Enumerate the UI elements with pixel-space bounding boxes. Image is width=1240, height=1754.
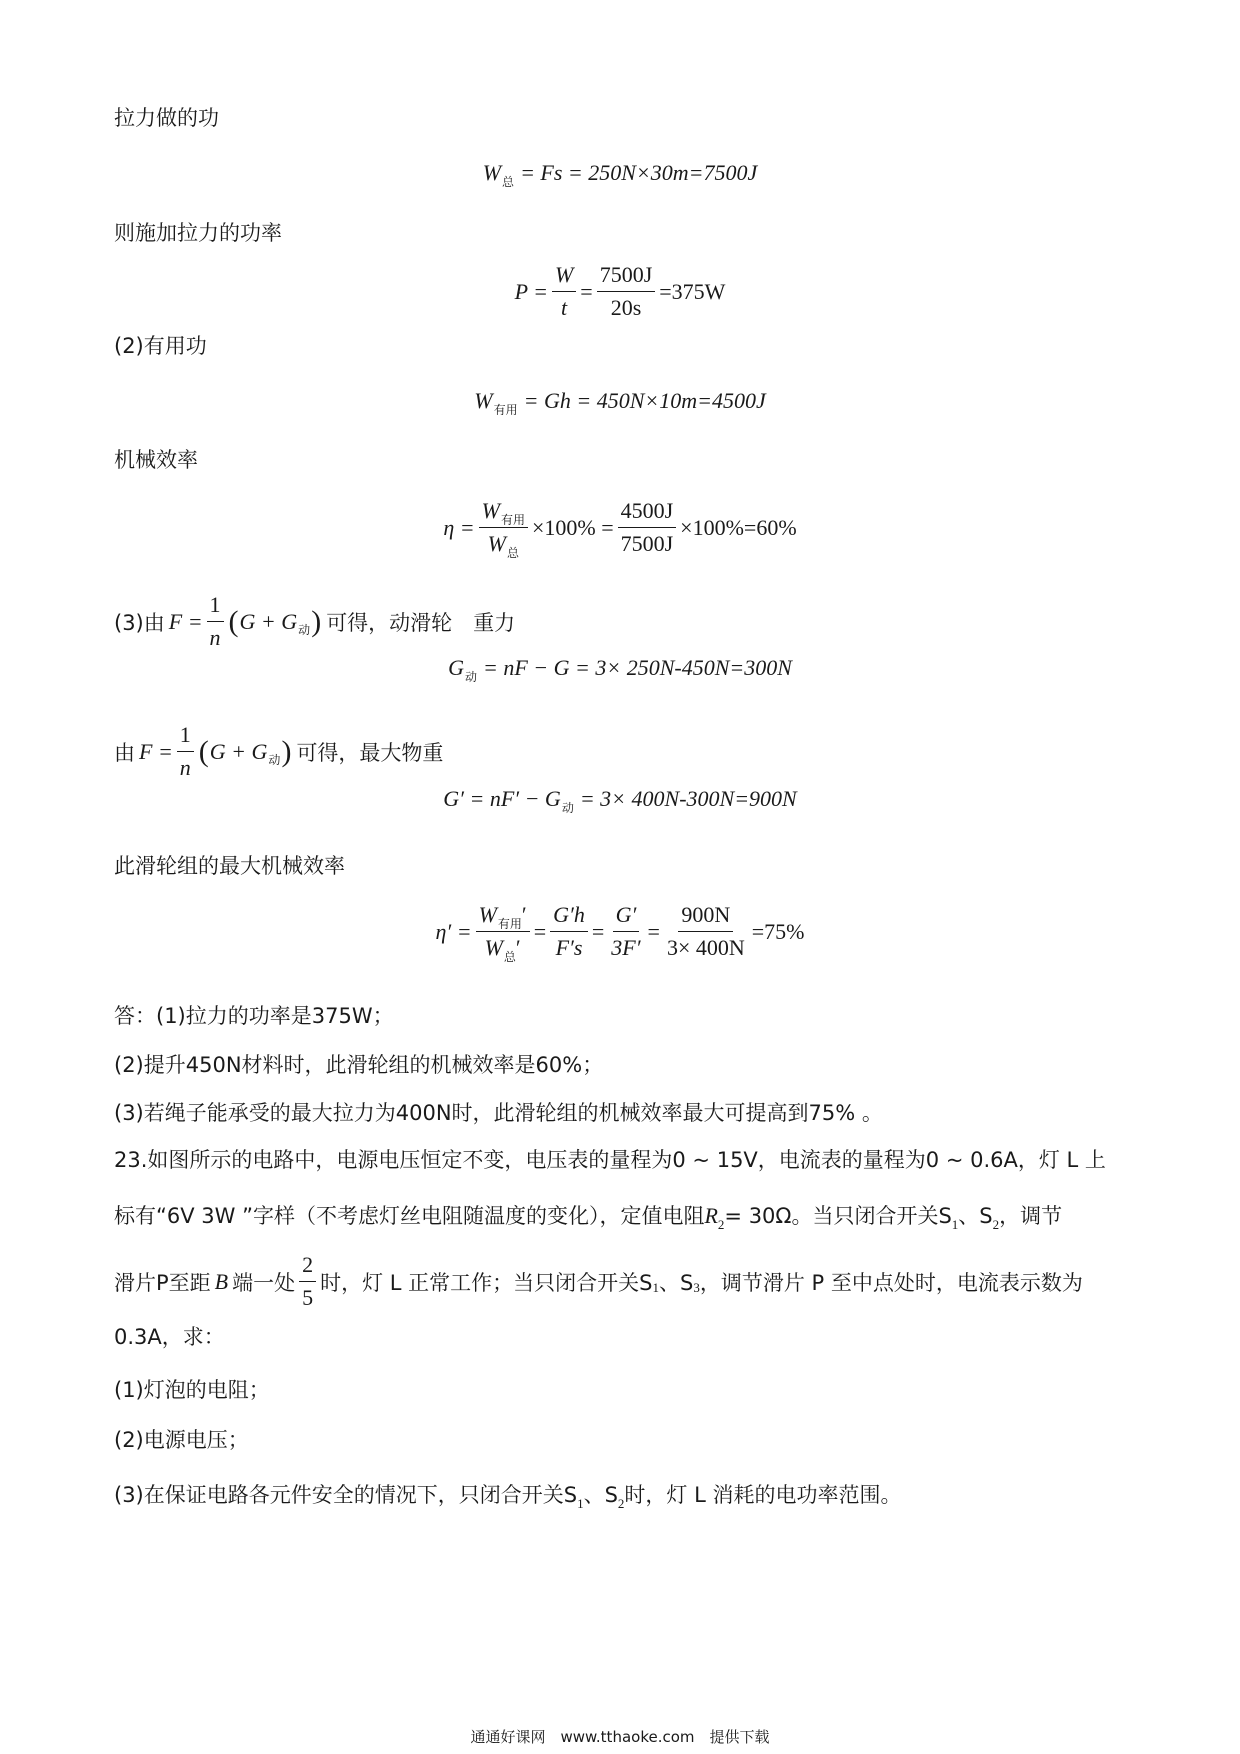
text-fragment: 标有“6V 3W ”字样（不考虑灯丝电阻随温度的变化），定值电阻: [114, 1204, 705, 1228]
text-line: 此滑轮组的最大机械效率: [114, 854, 345, 878]
eq-text: = Fs = 250N×30m=7500J: [520, 160, 758, 185]
eq-symbol: G: [448, 655, 464, 680]
eq-subscript: 有用: [500, 513, 525, 527]
frac-denominator: 3F′: [611, 935, 641, 960]
eq-symbol: η =: [443, 514, 475, 540]
eq-result: ×100%=60%: [680, 514, 797, 540]
frac-numerator: 900N: [678, 902, 733, 932]
problem-line: [114, 1203, 1063, 1232]
answer-line: 答：(1)拉力的功率是375W；: [114, 1004, 394, 1028]
problem-line: 0.3A，求：: [114, 1325, 225, 1349]
answer-line: (3)若绳子能承受的最大拉力为400N时，此滑轮组的机械效率最大可提高到75% 。: [114, 1101, 883, 1125]
text-fragment: 时，灯 L 正常工作；当只闭合开关S: [320, 1270, 653, 1295]
eq-symbol: W: [482, 160, 502, 185]
text-line-with-formula: 由 F = $\frac{1}{n}$ ( G + G 动 ) 可得，最大物重: [114, 722, 444, 780]
frac-denominator: F′s: [555, 935, 583, 960]
problem-line: 23.如图所示的电路中，电源电压恒定不变，电压表的量程为0 ~ 15V，电流表的量程为0 ~ 0.6A，灯 L 上: [114, 1148, 1106, 1172]
frac-numerator: 2: [299, 1252, 316, 1282]
frac-numerator: 7500J: [597, 262, 656, 292]
text-fragment: 、S: [583, 1483, 618, 1507]
eq-result: =75%: [751, 918, 805, 944]
eq-prime: ′: [515, 935, 521, 960]
equation-efficiency: [0, 498, 1240, 560]
answer-line: (2)提升450N材料时，此滑轮组的机械效率是60%；: [114, 1053, 604, 1077]
text-fragment: = 30Ω。当只闭合开关S: [724, 1204, 952, 1228]
eq-symbol: R: [704, 1203, 718, 1228]
eq-subscript: 3: [693, 1279, 700, 1295]
question-line: (2)电源电压；: [114, 1428, 249, 1452]
frac-numerator: G′: [613, 902, 640, 932]
eq-text: ×100% =: [531, 514, 614, 540]
eq-text: G + G: [239, 608, 298, 634]
text-fragment: 端一处: [232, 1270, 296, 1295]
question-line: [114, 1483, 902, 1511]
eq-subscript: 1: [652, 1279, 660, 1295]
eq-subscript: 2: [617, 1496, 625, 1511]
text-line: 拉力做的功: [114, 106, 219, 130]
frac-numerator: W: [552, 262, 576, 292]
eq-symbol: W: [487, 531, 506, 556]
eq-symbol: F =: [139, 738, 173, 764]
frac-denominator: 20s: [610, 295, 642, 320]
text-fragment: 可得，动滑轮 重力: [326, 610, 516, 635]
text-fragment: 由: [114, 740, 135, 765]
text-fragment: 可得，最大物重: [296, 740, 444, 765]
eq-subscript: 动: [561, 800, 574, 815]
equation-pulley-weight: [0, 655, 1240, 684]
frac-numerator: G′h: [550, 902, 588, 932]
frac-numerator: 1: [207, 592, 224, 622]
frac-denominator: t: [561, 295, 568, 320]
question-line: (1)灯泡的电阻；: [114, 1378, 270, 1402]
frac-denominator: 7500J: [620, 531, 674, 556]
eq-subscript: 总: [503, 950, 516, 964]
text-fragment: (3)在保证电路各元件安全的情况下，只闭合开关S: [114, 1483, 578, 1507]
eq-symbol: η′ =: [435, 918, 472, 944]
equation-work-total: [0, 160, 1240, 189]
equation-max-weight: [0, 786, 1240, 815]
frac-denominator: 5: [302, 1285, 314, 1310]
eq-symbol: P =: [514, 278, 548, 304]
text-fragment: 时，灯 L 消耗的电功率范围。: [624, 1483, 902, 1507]
text-line-with-formula: (3)由 F = $\frac{1}{n}$ ( G + G 动 ) 可得，动滑轮 重力: [114, 592, 516, 650]
eq-symbol: F =: [168, 608, 203, 634]
text-line: (2)有用功: [114, 334, 207, 358]
text-line: 则施加拉力的功率: [114, 221, 282, 245]
eq-subscript: 有用: [497, 917, 522, 931]
page-footer: 通通好课网 www.tthaoke.com 提供下载: [470, 1728, 770, 1746]
text-line: 机械效率: [114, 448, 198, 472]
frac-denominator: n: [209, 625, 221, 650]
eq-text: G′ = nF′ − G: [443, 786, 561, 811]
text-fragment: ，调节滑片 P 至中点处时，电流表示数为: [699, 1270, 1083, 1295]
text-fragment: 滑片P至距: [114, 1270, 211, 1295]
eq-text: G + G: [209, 738, 268, 764]
eq-symbol: W: [484, 935, 503, 960]
text-fragment: ，调节: [999, 1204, 1063, 1228]
eq-text: = 3× 400N-300N=900N: [579, 786, 797, 811]
eq-symbol: B: [214, 1268, 229, 1294]
eq-subscript: 动: [298, 623, 311, 637]
eq-text: = Gh = 450N×10m=4500J: [523, 388, 766, 413]
eq-subscript: 总: [506, 546, 519, 560]
frac-numerator: 1: [177, 722, 194, 752]
text-fragment: 、S: [958, 1204, 993, 1228]
eq-subscript: 2: [717, 1217, 725, 1232]
eq-subscript: 1: [577, 1496, 584, 1511]
frac-numerator: 4500J: [618, 498, 677, 528]
equation-max-efficiency: η′ = $\frac{W_{有用}'}{W_总'}$ = $\frac{G'h}{F's}$ = $\frac{G'}{3F'}$ = $\frac{900N}{3\times 400N}$ =75%: [435, 902, 805, 964]
eq-subscript: 2: [992, 1217, 1000, 1232]
problem-line: [114, 1252, 1083, 1311]
eq-symbol: W: [478, 902, 497, 927]
eq-subscript: 总: [502, 174, 515, 189]
frac-denominator: 3× 400N: [666, 935, 745, 960]
eq-text: = nF − G = 3× 250N-450N=300N: [483, 655, 792, 680]
eq-subscript: 1: [951, 1217, 959, 1232]
eq-symbol: W: [474, 388, 493, 413]
text-fragment: 、S: [659, 1270, 694, 1295]
eq-subscript: 有用: [493, 402, 518, 417]
eq-subscript: 动: [464, 669, 477, 684]
text-fragment: (3)由: [114, 610, 165, 635]
equation-power: P = $\frac{W}{t}$ = $\frac{7500J}{20s}$ =375W: [514, 262, 726, 320]
eq-result: =375W: [659, 278, 726, 304]
eq-prime: ′: [521, 902, 527, 927]
eq-symbol: W: [481, 498, 500, 523]
frac-denominator: n: [179, 755, 191, 780]
equation-useful-work: [0, 388, 1240, 417]
eq-subscript: 动: [268, 753, 281, 767]
